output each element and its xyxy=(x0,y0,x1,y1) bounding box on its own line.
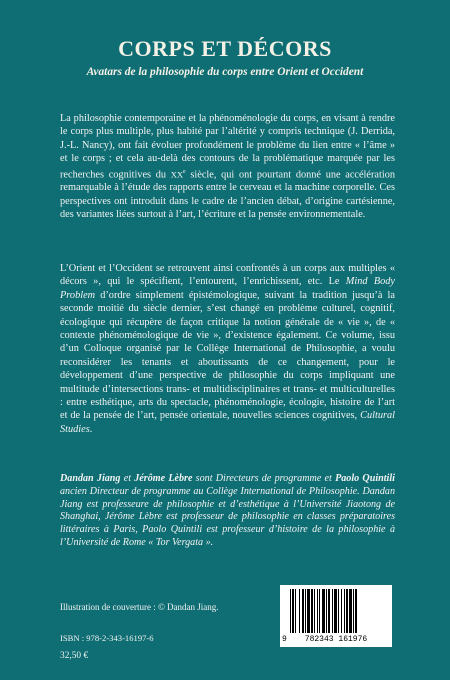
barcode-bar xyxy=(338,589,339,633)
barcode-bar xyxy=(307,589,310,633)
barcode-bar xyxy=(290,589,291,633)
barcode-bar xyxy=(302,589,304,633)
illustration-credit: Illustration de couverture : © Dandan Jiang. xyxy=(60,602,219,612)
century-numeral: XX xyxy=(170,169,184,180)
barcode-bar xyxy=(319,589,320,633)
summary-paragraph-1 xyxy=(60,112,395,222)
price-label: 32,50 € xyxy=(60,651,89,661)
mind-body-problem-term: Mind Body Problem xyxy=(60,276,395,301)
barcode-bar xyxy=(317,589,318,633)
p2-text-end: . xyxy=(89,423,93,435)
barcode-bars xyxy=(288,589,384,633)
barcode-bar xyxy=(314,589,315,633)
barcode-bar xyxy=(292,589,294,633)
barcode-bar xyxy=(344,589,345,633)
authors-bio xyxy=(60,473,395,550)
barcode-bar xyxy=(332,589,333,633)
barcode-bar xyxy=(299,589,300,633)
barcode-number xyxy=(280,635,392,644)
author-name-2: Jérôme Lèbre xyxy=(134,473,193,484)
barcode-bar xyxy=(322,589,325,633)
p1-text-a: La philosophie contemporaine et la phénoménologie du corps, en visant à rendre le corps plus multiple, plus habité par l’altérité y compris technique (J. Derrida, J.-L. Nancy), ont fait évoluer profondément le problème du lien entre « l’âme » et le corps ; et cela au-delà des contours de la problématique marquée par les recherches cognitives du xyxy=(60,113,395,181)
barcode-bar xyxy=(349,589,352,633)
book-subtitle: Avatars de la philosophie du corps entre Orient et Occident xyxy=(86,66,364,78)
barcode-bar xyxy=(346,589,348,633)
barcode-bar xyxy=(326,589,327,633)
barcode xyxy=(280,585,392,647)
barcode-bar xyxy=(311,589,313,633)
author-name-1: Dandan Jiang xyxy=(60,473,121,484)
p1-text-b: siècle, qui ont pourtant donné une accélération remarquable à l’étude des rapports entre le cerveau et la machine corporelle. Ces perspectives ont introduit dans le cadre de l’ancien débat, d’origine cartésienne, des variantes liées surtout à l’art, l’écriture et la pensée environnementale. xyxy=(60,169,395,221)
book-title: CORPS ET DÉCORS xyxy=(118,36,332,61)
p2-text-a: L’Orient et l’Occident se retrouvent ainsi confrontés à un corps aux multiples « décors », qui le spécifient, l’entourent, l’enrichissent, etc. Le xyxy=(60,263,395,288)
barcode-bar xyxy=(295,589,296,633)
barcode-bar xyxy=(355,589,357,633)
summary-paragraph-2 xyxy=(60,262,395,436)
barcode-lead-digit: 9 xyxy=(282,635,287,644)
cultural-studies-term: Cultural Studies xyxy=(60,410,395,435)
authors-text-1: et xyxy=(120,473,135,484)
author-name-3: Paolo Quintili xyxy=(335,473,395,484)
p2-text-b: d’ordre simplement épistémologique, suivant la tradition jusqu’à la seconde moitié du siècle dernier, s’est changé en problème culturel, cognitif, écologique qui récupère de façon critique la notion générale de « vie », de « contexte phénoménologique de vie », d’existence également. Ce volume, issu d’un Colloque organisé par le Collège International de Philosophie, a voulu reconsidérer les tenants et aboutissants de ce changement, pour le développement d’une perspective de philosophie du corps impliquant une multitude d’intersections trans- et multidisciplinaires et trans- et multiculturelles : entre esthétique, arts du spectacle, phénoménologie, écologie, histoire de l’art et de la pensée de l’art, pensée orientale, nouvelles sciences cognitives, xyxy=(60,289,395,422)
isbn-number: ISBN : 978-2-343-16197-6 xyxy=(60,633,154,643)
authors-text-2: sont Directeurs de programme et xyxy=(192,473,336,484)
barcode-digits: 782343 161976 xyxy=(304,635,368,644)
barcode-bar xyxy=(334,589,337,633)
century-superscript: e xyxy=(183,168,186,175)
authors-text-3: ancien Directeur de programme au Collège International de Philosophie. Dandan Jiang est professeure de philosophie et d’esthétique à l’Université Jiaotong de Shanghai, Jérôme Lèbre est professeur de philosophie en classes préparatoires littéraires à Paris, Paolo Quintili est professeur d’histoire de la philosophie à l’Université de Rome « Tor Vergata ». xyxy=(60,485,395,548)
barcode-bar xyxy=(353,589,354,633)
barcode-bar xyxy=(328,589,330,633)
barcode-bar xyxy=(341,589,342,633)
barcode-bar xyxy=(305,589,306,633)
